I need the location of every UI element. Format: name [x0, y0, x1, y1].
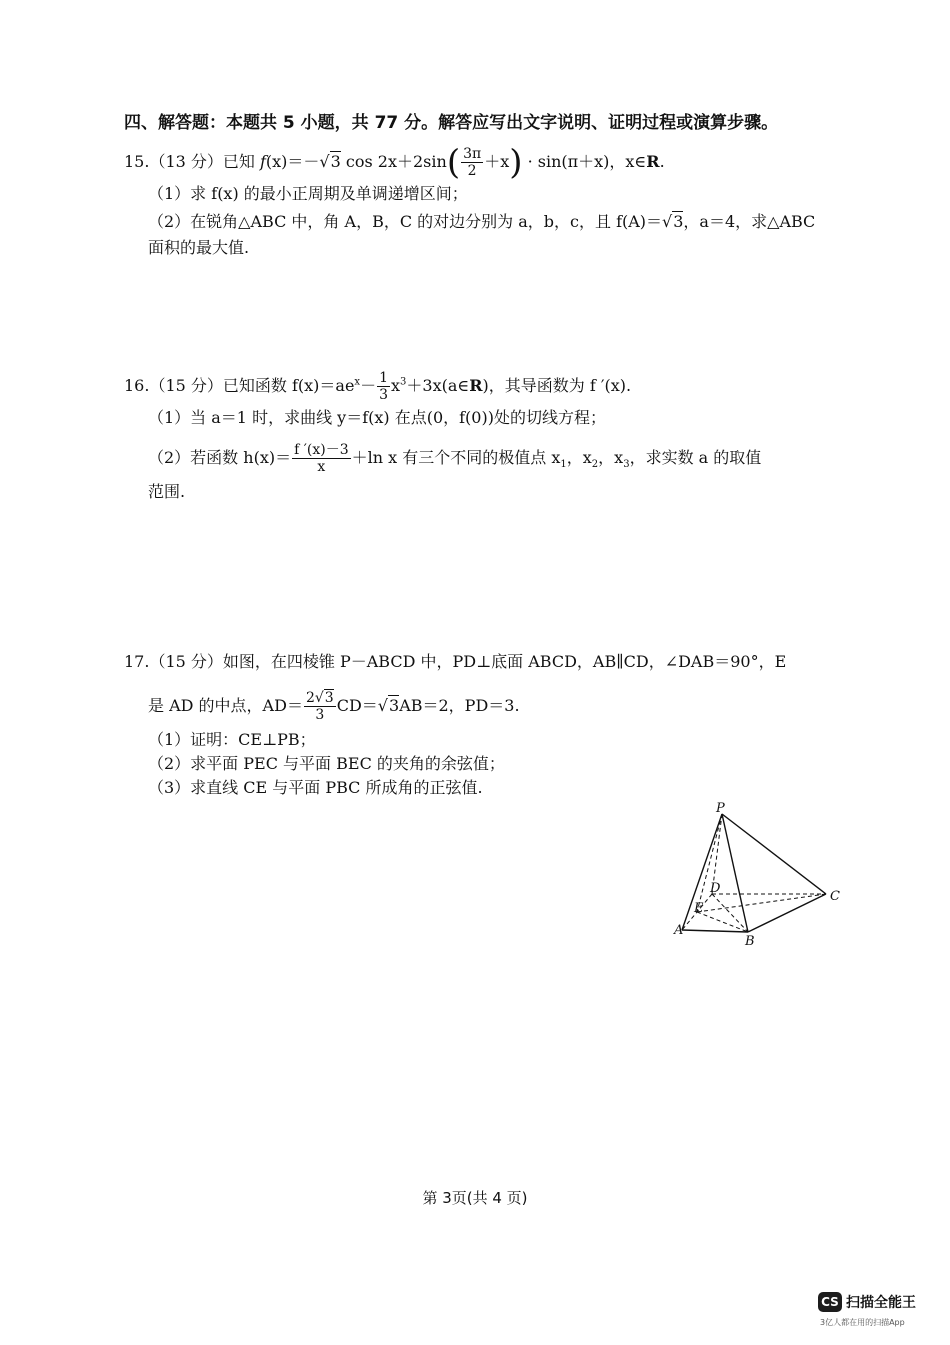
- page-number: 第 3页(共 4 页): [422, 1189, 528, 1207]
- q17-stem-cont: 是 AD 的中点，AD＝ $\frac{2√3}{3}$ CD＝√3AB＝2，PD＝3.: [148, 690, 520, 723]
- q17-stem: 17.（15 分）如图，在四棱锥 P－ABCD 中，PD⊥底面 ABCD，AB∥CD，∠DAB＝90°，E: [124, 652, 787, 671]
- cs-logo-icon: CS: [818, 1292, 842, 1312]
- label-a: A: [674, 923, 684, 938]
- label-p: P: [716, 801, 725, 816]
- q17-fraction: $\frac{2√3}{3}$: [305, 690, 334, 723]
- q16-h-fraction: $\frac{f '(x)-3}{x}$: [294, 442, 349, 475]
- segment-pe: [697, 814, 722, 912]
- q16-fraction: $\frac{1}{3}$: [379, 370, 388, 403]
- q15-part2-cont: 面积的最大值.: [148, 238, 250, 257]
- q17-part1: （1）证明：CE⊥PB；: [148, 730, 316, 749]
- label-b: B: [745, 934, 755, 949]
- watermark-tagline: 3亿人都在用的扫描App: [820, 1318, 905, 1327]
- label-d: D: [710, 881, 721, 896]
- q16-stem: 16.（15 分）已知函数 $f(x)=ae^x-$ $\frac{1}{3}$ $x^3+3x(a\in R)$，其导函数为 f ′(x).: [124, 370, 632, 403]
- q15-fraction: $\frac{3\pi}{2}$: [463, 146, 482, 179]
- q16-part2-cont: 范围.: [148, 482, 186, 501]
- q15-part2: （2）在锐角△ABC 中，角 A，B，C 的对边分别为 a，b，c，且 f(A)＝√3，a＝4，求△ABC: [148, 212, 816, 231]
- section-heading: 四、解答题：本题共 5 小题，共 77 分。解答应写出文字说明、证明过程或演算步骤。: [124, 113, 779, 133]
- label-e: E: [694, 901, 704, 916]
- edge-ab: [682, 930, 748, 932]
- q15-stem: 15.（13 分）已知 f(x)＝－√3 cos 2x＋2sin( $\frac{3\pi}{2}$ ＋x) · sin(π＋x)，x∈R.: [124, 142, 665, 183]
- q17-part2: （2）求平面 PEC 与平面 BEC 的夹角的余弦值；: [148, 754, 505, 773]
- watermark-name: 扫描全能王: [846, 1294, 916, 1311]
- q15-part1: （1）求 f(x) 的最小正周期及单调递增区间；: [148, 184, 468, 203]
- pyramid-figure: [670, 800, 850, 950]
- q17-part3: （3）求直线 CE 与平面 PBC 所成角的正弦值.: [148, 778, 483, 797]
- edge-bc: [748, 894, 826, 932]
- segment-eb: [697, 912, 748, 932]
- segment-db: [712, 894, 748, 932]
- scanner-watermark: [818, 1291, 916, 1327]
- q16-part1: （1）当 a＝1 时，求曲线 y＝f(x) 在点(0，f(0))处的切线方程；: [148, 408, 606, 427]
- q16-part2: （2）若函数 h(x)＝ $\frac{f '(x)-3}{x}$ ＋ln x 有三个不同的极值点 $x_1$，$x_2$，$x_3$，求实数 a 的取值: [148, 442, 762, 475]
- label-c: C: [830, 889, 840, 904]
